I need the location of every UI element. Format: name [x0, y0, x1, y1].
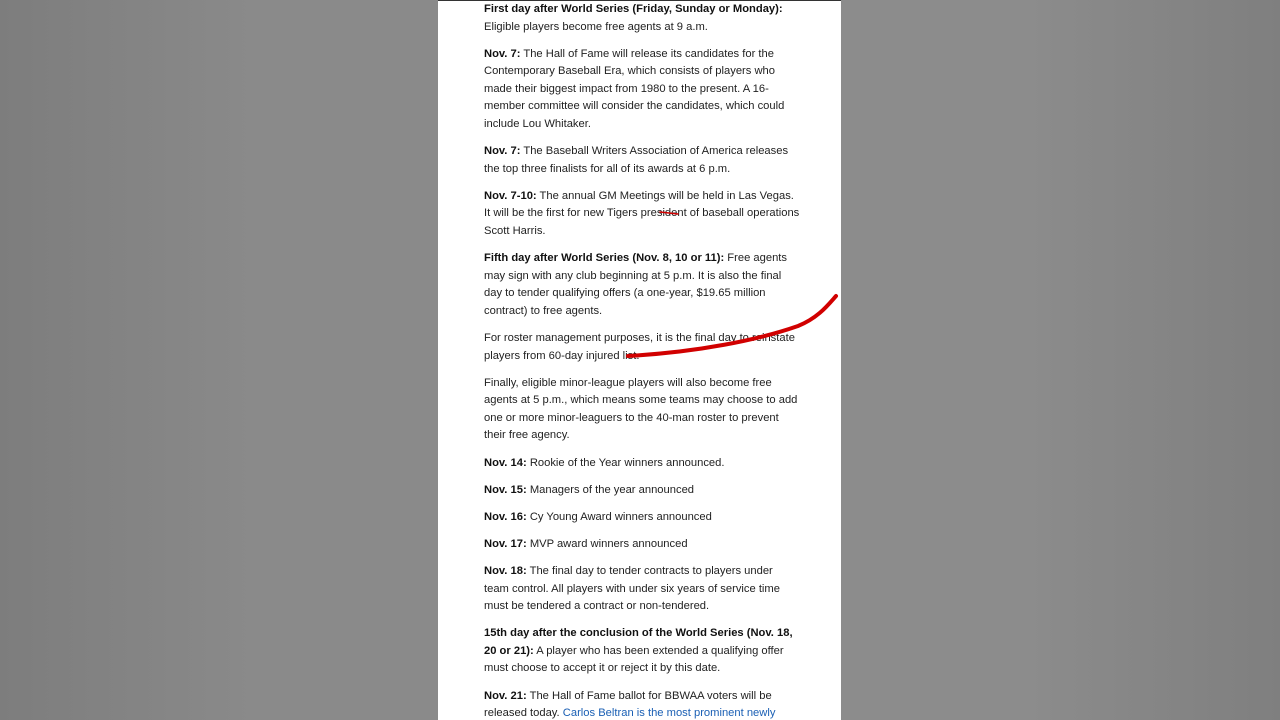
schedule-item: [484, 250, 800, 320]
item-text: The Hall of Fame ballot for BBWAA voters will be released today.: [484, 689, 772, 720]
schedule-item: [484, 509, 800, 527]
item-date: Nov. 7:: [484, 145, 521, 158]
item-date: Nov. 7:: [484, 47, 521, 60]
schedule-item: [484, 482, 800, 500]
item-text: MVP award winners announced: [529, 537, 688, 550]
item-date: Nov. 16:: [484, 510, 527, 523]
schedule-item: [484, 330, 800, 365]
item-text: Free agents may sign with any club beginning at 5 p.m. It is also the final day to tender qualifying offers (a one-year, $19.65 million contract) to free agents.: [484, 252, 787, 317]
item-date: Nov. 7-10:: [484, 189, 537, 202]
item-text: The final day to tender contracts to players under team control. All players with under six years of service time must be tendered a contract or non-tendered.: [484, 564, 780, 613]
schedule-item: [484, 455, 800, 473]
item-date: Fifth day after World Series (Nov. 8, 10 or 11):: [484, 252, 725, 265]
item-text: Eligible players become free agents at 9 a.m.: [484, 20, 708, 33]
schedule-item: [484, 563, 800, 616]
article-link[interactable]: Carlos Beltran is the most prominent newly: [562, 707, 776, 720]
item-date: Nov. 15:: [484, 483, 527, 496]
schedule-item: [484, 688, 800, 720]
item-date: Nov. 21:: [484, 689, 527, 702]
schedule-item: [484, 1, 800, 36]
item-text: Managers of the year announced: [529, 483, 695, 496]
schedule-item: [484, 188, 800, 241]
item-text: The Hall of Fame will release its candidates for the Contemporary Baseball Era, which consists of players who made their biggest impact from 1980 to the present. A 16-member committee will consider the candidates, which could include Lou Whitaker.: [484, 47, 785, 131]
item-date: Nov. 18:: [484, 564, 527, 577]
item-text: Finally, eligible minor-league players will also become free agents at 5 p.m., which means some teams may choose to add one or more minor-leaguers to the 40-man roster to prevent their free agency.: [484, 376, 798, 442]
item-date: Nov. 14:: [484, 456, 527, 469]
item-text: The Baseball Writers Association of America releases the top three finalists for all of its awards at 6 p.m.: [484, 145, 789, 175]
item-text: The annual GM Meetings will be held in Las Vegas. It will be the first for new Tigers president of baseball operations Scott Harris.: [484, 189, 800, 238]
item-text: Rookie of the Year winners announced.: [529, 456, 725, 469]
schedule-item: [484, 536, 800, 554]
schedule-article: [484, 1, 800, 720]
item-text: A player who has been extended a qualifying offer must choose to accept it or reject it by this date.: [484, 644, 784, 675]
item-date: 15th day after the conclusion of the World Series (Nov. 18, 20 or 21):: [484, 627, 793, 657]
item-text: Cy Young Award winners announced: [529, 510, 712, 523]
schedule-item: [484, 46, 800, 134]
schedule-item: [484, 143, 800, 178]
schedule-item: [484, 625, 800, 678]
item-date: First day after World Series (Friday, Sunday or Monday):: [484, 3, 783, 15]
article-page: [438, 0, 841, 720]
item-text: For roster management purposes, it is the final day to reinstate players from 60-day injured list.: [484, 332, 795, 362]
schedule-item: [484, 375, 800, 445]
item-date: Nov. 17:: [484, 537, 527, 550]
